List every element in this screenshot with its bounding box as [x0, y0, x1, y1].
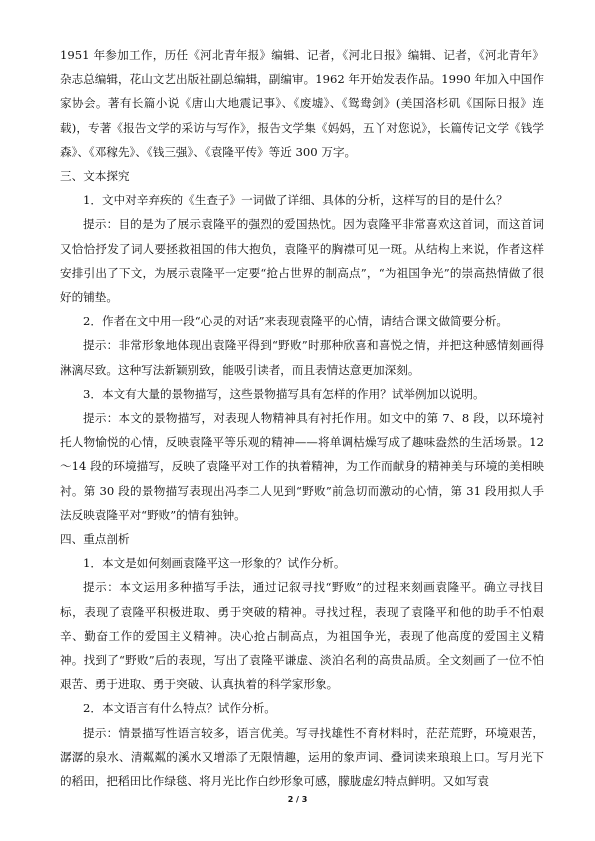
paragraph: 2．作者在文中用一段“心灵的对话”来表现袁隆平的心情，请结合课文做简要分析。 [83, 314, 509, 329]
paragraph: 1．本文是如何刻画袁隆平这一形象的？试作分析。 [83, 556, 346, 571]
page-number: 2 / 3 [287, 795, 308, 804]
paragraph: 提示：非常形象地体现出袁隆平得到“野败”时那种欣喜和喜悦之情，并把这种感情刻画得淋漓尽致。这种写法新颖别致，能吸引读者，而且表情达意更加深刻。 [60, 338, 544, 377]
paragraph: 3．本文有大量的景物描写，这些景物描写具有怎样的作用？试举例加以说明。 [83, 386, 485, 401]
paragraph: 提示：情景描写性语言较多，语言优美。写寻找雄性不育材料时，茫茫荒野，环境艰苦，潺潺的泉水、清粼粼的溪水又增添了无限情趣，运用的象声词、叠词读来琅琅上口。写月光下的稻田，把稻田比作绿毯、将月光比作白纱形象可感，朦胧虚幻特点鲜明。又如写袁 [60, 725, 544, 789]
paragraph: 1951 年参加工作，历任《河北青年报》编辑、记者，《河北日报》编辑、记者，《河北青年》杂志总编辑，花山文艺出版社副总编辑，副编审。1962 年开始发表作品。1990 年加入中国作家协会。著有长篇小说《唐山大地震记事》、《废墟》、《鸳鸯剑》(美国洛杉矶《国际日报》连载)，专著《报告文学的采访与写作》，报告文学集《妈妈，五丫对您说》，长篇传记文学《钱学森》、《邓稼先》、《钱三强》、《袁隆平传》等近 300 万字。 [60, 48, 544, 159]
paragraph: 1．文中对辛弃疾的《生查子》一词做了详细、具体的分析，这样写的目的是什么？ [83, 193, 508, 208]
document-body [60, 43, 544, 793]
paragraph: 提示：目的是为了展示袁隆平的强烈的爱国热忱。因为袁隆平非常喜欢这首词，而这首词又恰恰抒发了词人要拯救祖国的伟大抱负，袁隆平的胸襟可见一斑。从结构上来说，作者这样安排引出了下文，为展示袁隆平一定要“抢占世界的制高点”，“为祖国争光”的崇高热情做了很好的铺垫。 [60, 217, 544, 305]
paragraph: 提示：本文的景物描写，对表现人物精神具有衬托作用。如文中的第 7、8 段，以环境衬托人物愉悦的心情，反映袁隆平等乐观的精神——将单调枯燥写成了趣味盎然的生活场景。12～14 段的环境描写，反映了袁隆平对工作的执着精神，为工作而献身的精神美与环境的美相映衬。第 30 段的景物描写表现出冯李二人见到“野败”前急切而激动的心情，第 31 段用拟人手法反映袁隆平对“野败”的情有独钟。 [60, 411, 544, 522]
section-heading: 四、重点剖析 [60, 532, 130, 547]
paragraph: 提示：本文运用多种描写手法，通过记叙寻找“野败”的过程来刻画袁隆平。确立寻找目标，表现了袁隆平积极进取、勇于突破的精神。寻找过程，表现了袁隆平和他的助手不怕艰辛、勤奋工作的爱国主义精神。决心抢占制高点，为祖国争光，表现了他高度的爱国主义精神。找到了“野败”后的表现，写出了袁隆平谦虚、淡泊名利的高贵品质。全文刻画了一位不怕艰苦、勇于进取、勇于突破、认真执着的科学家形象。 [60, 580, 544, 692]
section-heading: 三、文本探究 [60, 169, 130, 184]
paragraph: 2．本文语言有什么特点？试作分析。 [83, 701, 276, 716]
